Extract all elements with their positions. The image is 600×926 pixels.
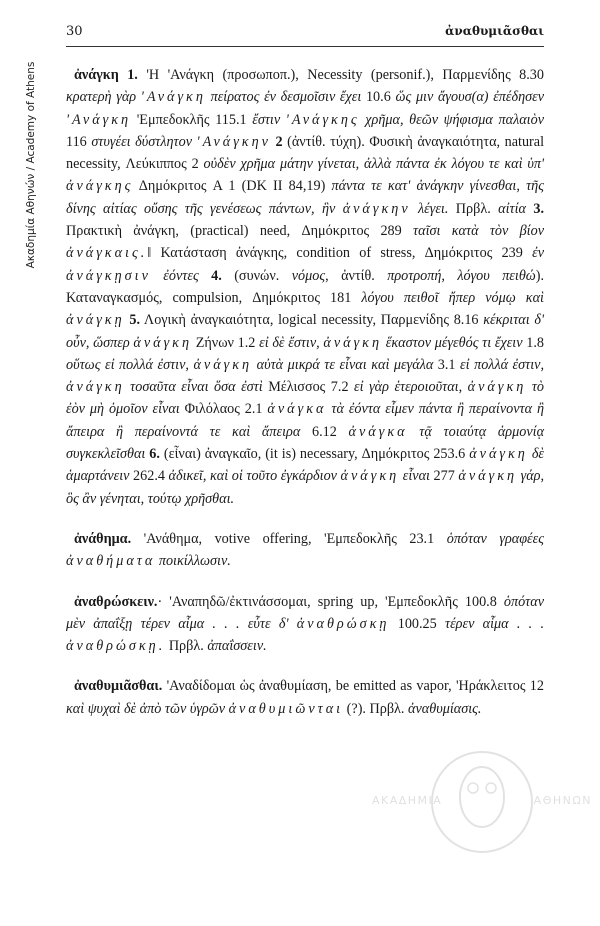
entry-text-run: 'Εμπεδοκλῆς 115.1 [131,111,253,128]
entry-text-run: τοσαῦτα εἶναι ὅσα ἐστὶ [124,379,263,396]
entry-text-run: στυγέει δύστλητον [91,133,197,150]
entry-text-run: 3. [525,200,544,217]
entry-text-run: (ἀντίθ. τύχη). Φυσικὴ ἀναγκαιότητα, natural necessity, Λεύκιππος 2 [66,133,545,173]
entry-text-run: ἀναθήματα [66,553,156,570]
watermark-left: ΑΚΑΔΗΜΙΑ [372,794,443,807]
entry-text-run: ποικίλλωσιν. [155,553,231,570]
entry-text-run: λέγει. [410,200,449,217]
entry-text-run: χρῆμα, θεῶν ψήφισμα παλαιὸν [359,111,544,128]
entry-anathymiasthai [66,675,544,720]
entry-text-run: 6.12 [300,423,349,440]
entry-text-run: ἀναθυμίασις. [408,700,482,717]
entry-text-run: ἀνάγκη [193,356,253,373]
entry-anathema [66,528,544,573]
entry-text-run: ἀνάθημα. [74,530,132,547]
entry-text-run: οὕτως εἰ πολλά ἐστιν, [66,356,194,373]
entry-text-run: ἀνάγκη [458,468,518,485]
entry-text-run: ἔστιν [252,111,286,128]
entry-text-run: ἀναθυμιᾶσθαι. [74,678,163,695]
entry-text-run: Λογικὴ ἀναγκαιότητα, logical necessity, Παρμενίδης 8.16 [139,312,484,329]
entry-anathroskein [66,591,544,658]
entry-text-run: ἀνάγκη [467,379,527,396]
entry-text-run: 'Ανάγκην [196,133,271,150]
entry-text-run: τέρεν αἷμα . . . [445,615,544,632]
entry-anagke [66,64,544,510]
entry-text-run: αὐτὰ μικρά τε εἶναι καὶ μεγάλα [252,356,434,373]
entry-text-run: ἐόντες [150,267,199,284]
entry-text-run: τὰ ἐόντα εἶμεν πάντα ἢ περαίνοντα ἢ ἄπειρα ἢ περαίνοντά τε καὶ ἄπειρα [66,401,544,440]
entry-text-run: ἀνάγκην [342,200,411,217]
entry-text-run: δὲ ἁμαρτάνειν [66,446,545,485]
entry-text-run: κέκριται δ' οὖν, ὥσπερ [66,312,544,351]
entry-text-run: πείρατος ἐν δεσμοῖσιν ἔχει [205,89,362,106]
entry-text-run: Ζήνων 1.2 [192,334,260,351]
entry-text-run: 1.8 [522,334,544,351]
entry-text-run: 'Ανάθημα, votive offering, 'Εμπεδοκλῆς 23.1 [131,530,447,547]
entry-text-run: ἕκαστον μέγεθός τι ἔχειν [382,334,523,351]
entry-text-run: ἀνάγκη [340,468,400,485]
entry-text-run: ‖ Κατάσταση ἀνάγκης, condition of stress, Δημόκριτος 239 [147,245,533,262]
page-header [66,22,544,47]
entry-text-run: ἐν [532,245,544,262]
entry-text-run: εἰ γὰρ ἑτεροιοῦται, [354,379,468,396]
academy-watermark [372,742,592,862]
entry-text-run: τᾷ τοιαύτᾳ ἁρμονίᾳ συγκεκλεῖσθαι [66,423,545,463]
entry-text-run: γάρ, ὃς ἂν γένηται, τούτῳ χρῆσθαι. [66,468,545,507]
entry-text-run: ὁπόταν μὲν ἀπαΐξῃ τέρεν αἷμα . . . εὖτε δ' [66,593,544,632]
entry-text-run: Πρακτικὴ ἀνάγκη, (practical) need, Δημόκριτος 289 [66,223,414,240]
entry-text-run: ἀναθυμιῶνται [228,700,344,717]
entry-text-run: Μέλισσος 7.2 [262,379,355,396]
watermark-right: ΑΘΗΝΩΝ [533,794,592,807]
entry-text-run: Πρβλ. [165,638,208,655]
entry-text-run: εἰ δὲ ἔστιν, [259,334,324,351]
entry-text-run: ἀνάγκη [133,334,193,351]
entry-text-run: 'Ανάγκης [285,111,360,128]
entry-text-run: ὥς μιν ἄγουσ(α) ἐπέδησεν [395,89,545,106]
entry-text-run: 'Ανάγκη [66,111,132,128]
entry-text-run: ἀδικεῖ, καὶ οἱ τοῦτο ἐγκάρδιον [168,468,341,485]
entry-text-run: ἀναθρώσκῃ [296,615,390,632]
entry-text-run: ἀνάγκῃσιν [66,267,151,284]
entry-text-run: 262.4 [129,468,169,485]
entry-text-run: ἀπαΐσσειν. [207,638,267,655]
entry-text-run: Πρβλ. [448,200,499,217]
entry-text-run: 100.25 [389,615,445,632]
entry-text-run: 'Αναδίδομαι ὡς ἀναθυμίαση, be emitted as vapor, 'Ηράκλειτος 12 [162,678,544,695]
entry-text-run: ἀνάγκη 1. [74,67,138,83]
entry-text-run: (?). Πρβλ. [343,700,409,717]
entry-text-run: (συνών. [221,267,292,284]
entry-text-run: ἀναθρώσκειν. [74,593,158,610]
entry-text-run: ἀνάγκα [267,401,327,418]
entry-text-run: ἀνάγκης [66,178,134,195]
archive-sidebar [20,45,42,285]
entry-text-run: λόγου πειθοῖ ἤπερ νόμῳ καὶ [361,289,544,306]
entry-text-run: · 'Αναπηδῶ/ἐκτινάσσομαι, spring up, 'Εμπεδοκλῆς 100.8 [157,593,504,610]
entry-text-run: ταῖσι κατὰ τὸν βίον [413,223,544,240]
entry-text-run: 6. [145,446,160,463]
entry-text-run: εἶναι [399,468,430,485]
page-number: 30 [66,24,83,39]
entry-text-run: Φιλόλαος 2.1 [179,401,268,418]
entry-text-run: πάντα τε κατ' ἀνάγκην γίνεσθαι, τῆς δίνης αἰτίας οὔσης τῆς γενέσεως πάντων, ἣν [66,178,544,217]
entry-text-run: ἀνάγκῃ [66,312,125,329]
entry-text-run: 3.1 [433,356,461,373]
entry-text-run: οὐδὲν χρῆμα μάτην γίνεται, ἀλλὰ πάντα ἐκ λόγου τε καὶ ὑπ' [203,156,545,173]
entry-text-run: προτροπή, λόγου πειθώ [387,267,536,284]
entry-text-run: 2 [270,133,283,150]
entry-text-run: αἰτία [498,200,526,217]
running-title: ἀναθυμιᾶσθαι [445,24,544,38]
entry-text-run: εἰ πολλά ἐστιν, [460,356,545,373]
entry-text-run: ). Καταναγκασμός, compulsion, Δημόκριτος 181 [66,267,544,306]
entry-text-run: 'Η 'Ανάγκη (προσωποπ.), Necessity (personif.), Παρμενίδης 8.30 [137,67,544,83]
entry-text-run: 4. [198,267,222,284]
entry-text-run: 116 [66,133,92,150]
entry-text-run: τὸ ἐὸν μὴ ὁμοῖον εἶναι [66,379,544,418]
entry-text-run: , ἀντίθ. [325,267,388,284]
entry-text-run: (εἶναι) ἀναγκαῖο, (it is) necessary, Δημόκριτος 253.6 [159,446,470,463]
entry-text-run: 277 [429,468,459,485]
entry-text-run: κρατερὴ γὰρ [66,89,141,106]
entry-text-run: νόμος [291,267,326,284]
dictionary-body [66,64,544,738]
entry-text-run: καὶ ψυχαὶ δὲ ἀπὸ τῶν ὑγρῶν [66,700,229,717]
entry-text-run: ἀνάγκη [469,446,528,463]
entry-text-run: Δημόκριτος A 1 (DK II 84,19) [133,178,332,195]
entry-text-run: ἀνάγκα [348,423,408,440]
archive-credit: Ακαδημία Αθηνών / Academy of Athens [25,61,37,269]
entry-text-run: ἀναθρώσκῃ. [66,638,166,655]
entry-text-run: ἀνάγκη [323,334,383,351]
entry-text-run: ὁπόταν γραφέες [446,530,544,547]
entry-text-run: ἀνάγκαις. [66,245,148,262]
entry-text-run: 10.6 [361,89,396,106]
entry-text-run: ἀνάγκη [66,379,125,396]
entry-text-run: 5. [124,312,140,329]
entry-text-run: 'Ανάγκη [140,89,206,106]
